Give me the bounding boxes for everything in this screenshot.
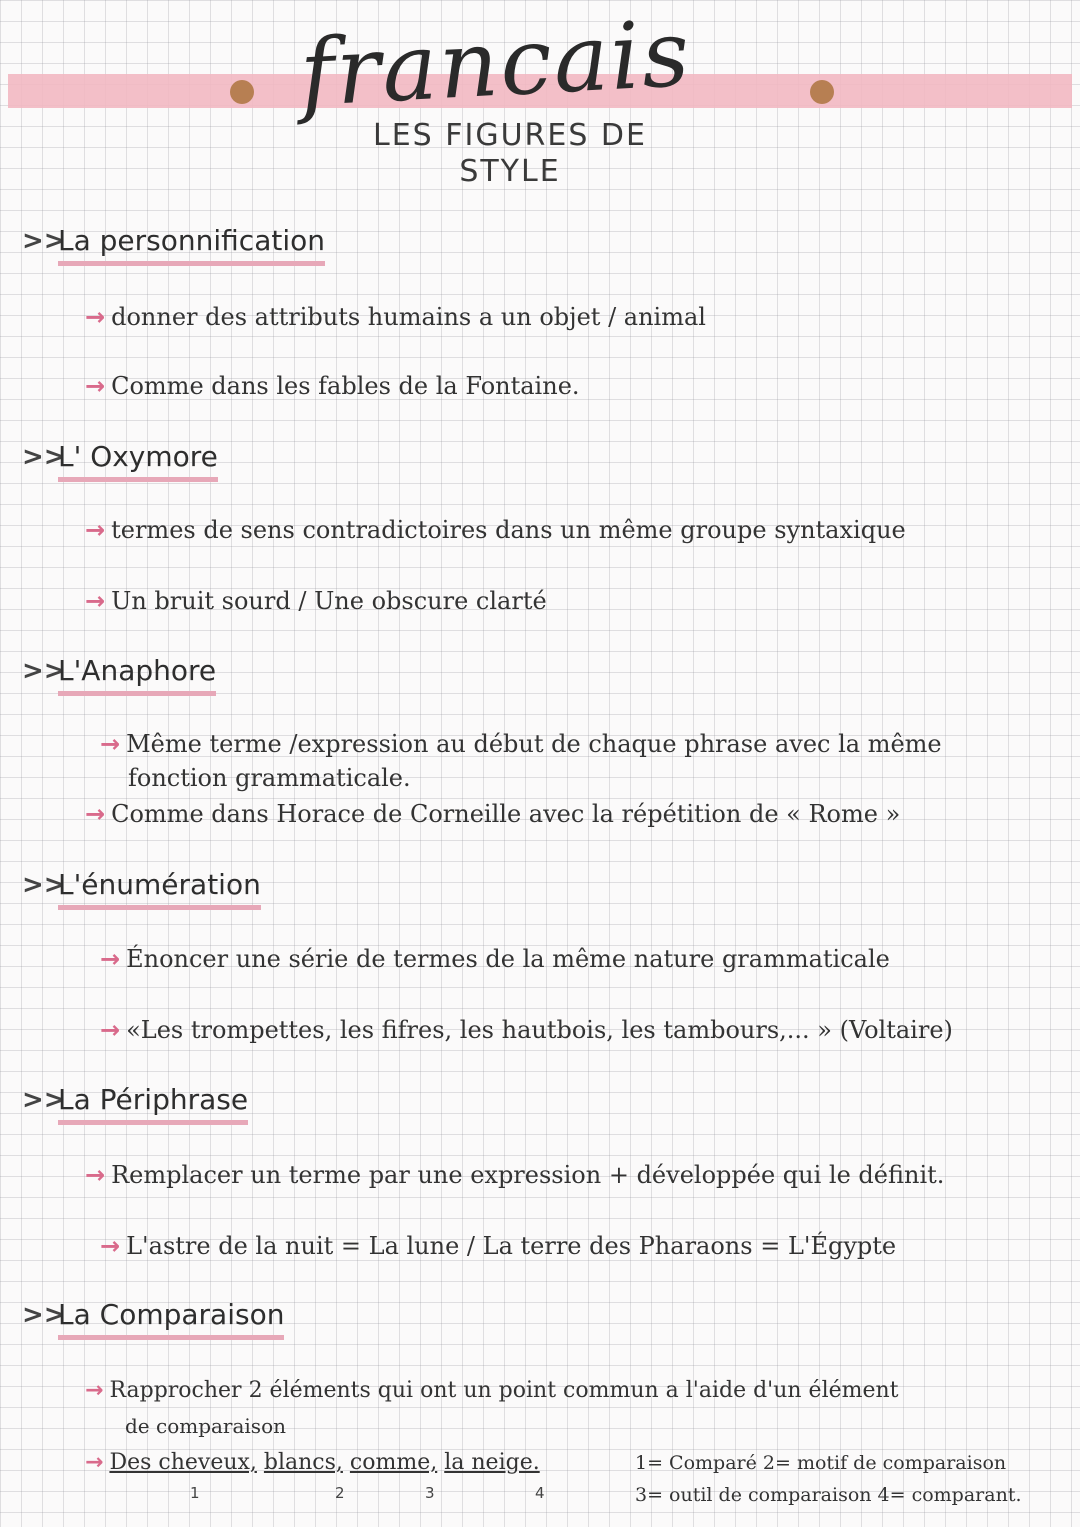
arrow-icon: → bbox=[85, 1378, 104, 1403]
section-title-anaphore: L'Anaphore bbox=[58, 654, 216, 696]
subtitle-line-1: LES FIGURES DE bbox=[373, 118, 647, 153]
comparison-legend-line-2: 3= outil de comparaison 4= comparant. bbox=[635, 1484, 1022, 1506]
section-title-personnification: La personnification bbox=[58, 224, 325, 266]
arrow-icon: → bbox=[100, 945, 121, 973]
arrow-icon: → bbox=[85, 1161, 106, 1189]
section-line: → donner des attributs humains a un objet / animal bbox=[85, 303, 706, 331]
section-title-comparaison: La Comparaison bbox=[58, 1298, 284, 1340]
section-line: → Énoncer une série de termes de la même nature grammaticale bbox=[100, 945, 890, 973]
arrow-icon: → bbox=[100, 1016, 121, 1044]
section-line: de comparaison bbox=[125, 1414, 286, 1438]
arrow-icon: → bbox=[85, 516, 106, 544]
subtitle-line-2: STYLE bbox=[459, 154, 561, 189]
arrow-icon: → bbox=[85, 303, 106, 331]
section-title-enumeration: L'énumération bbox=[58, 868, 261, 910]
compare-word: blancs, bbox=[263, 1450, 343, 1475]
section-title-oxymore: L' Oxymore bbox=[58, 440, 218, 482]
section-marker: >> bbox=[22, 1300, 66, 1330]
section-line: → L'astre de la nuit = La lune / La terre des Pharaons = L'Égypte bbox=[100, 1232, 897, 1260]
compare-word: la neige. bbox=[444, 1450, 540, 1475]
arrow-icon: → bbox=[85, 587, 106, 615]
section-line: → Comme dans Horace de Corneille avec la répétition de « Rome » bbox=[85, 800, 901, 828]
arrow-icon: → bbox=[100, 1232, 121, 1260]
section-line: → termes de sens contradictoires dans un même groupe syntaxique bbox=[85, 516, 906, 544]
comparison-example bbox=[85, 1450, 540, 1475]
binder-hole-left bbox=[230, 80, 254, 104]
section-line: → Même terme /expression au début de chaque phrase avec la même bbox=[100, 730, 942, 758]
section-line: → «Les trompettes, les fifres, les hautbois, les tambours,... » (Voltaire) bbox=[100, 1016, 953, 1044]
arrow-icon: → bbox=[85, 1450, 104, 1475]
page-subtitle bbox=[340, 118, 680, 190]
section-marker: >> bbox=[22, 656, 66, 686]
section-line: → Un bruit sourd / Une obscure clarté bbox=[85, 587, 547, 615]
arrow-icon: → bbox=[85, 800, 106, 828]
section-line: → Comme dans les fables de la Fontaine. bbox=[85, 372, 580, 400]
compare-number: 1 bbox=[190, 1484, 200, 1502]
arrow-icon: → bbox=[100, 730, 121, 758]
section-line: fonction grammaticale. bbox=[128, 764, 411, 792]
compare-number: 2 bbox=[335, 1484, 345, 1502]
section-marker: >> bbox=[22, 226, 66, 256]
compare-word: comme, bbox=[349, 1450, 438, 1475]
compare-number: 4 bbox=[535, 1484, 545, 1502]
section-line: → Remplacer un terme par une expression + développée qui le définit. bbox=[85, 1161, 945, 1189]
section-line: → Rapprocher 2 éléments qui ont un point commun a l'aide d'un élément bbox=[85, 1378, 899, 1403]
compare-number: 3 bbox=[425, 1484, 435, 1502]
compare-word: Des cheveux, bbox=[109, 1450, 257, 1475]
binder-hole-right bbox=[810, 80, 834, 104]
section-marker: >> bbox=[22, 442, 66, 472]
section-title-periphrase: La Périphrase bbox=[58, 1083, 248, 1125]
comparison-legend-line-1: 1= Comparé 2= motif de comparaison bbox=[635, 1452, 1007, 1474]
page-title: francais bbox=[297, 0, 694, 128]
section-marker: >> bbox=[22, 870, 66, 900]
arrow-icon: → bbox=[85, 372, 106, 400]
section-marker: >> bbox=[22, 1085, 66, 1115]
